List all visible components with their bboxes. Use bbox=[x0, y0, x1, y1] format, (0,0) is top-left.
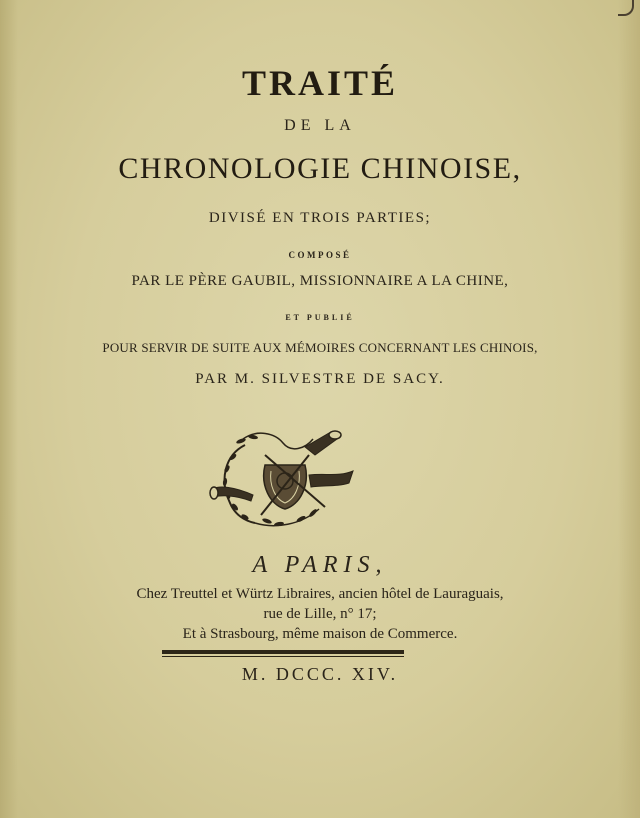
title-line-2: DE LA bbox=[284, 117, 356, 134]
imprint-address-line-2: rue de Lille, n° 17; bbox=[263, 606, 377, 622]
subtitle-line-4: ET PUBLIÉ bbox=[285, 313, 355, 322]
trophy-vignette-icon bbox=[205, 425, 365, 530]
title-line-1: TRAITÉ bbox=[241, 63, 399, 103]
imprint-address-line-3: Et à Strasbourg, même maison de Commerce. bbox=[182, 626, 458, 642]
title-line-3: CHRONOLOGIE CHINOISE, bbox=[118, 152, 522, 185]
imprint-place: A PARIS, bbox=[252, 552, 388, 578]
subtitle-line-5: POUR SERVIR DE SUITE AUX MÉMOIRES CONCERNANT LES CHINOIS, bbox=[102, 340, 538, 355]
imprint-address-line-1: Chez Treuttel et Würtz Libraires, ancien hôtel de Lauraguais, bbox=[136, 586, 504, 602]
double-rule-thin bbox=[162, 656, 404, 657]
subtitle-line-1: DIVISÉ EN TROIS PARTIES; bbox=[208, 210, 432, 226]
imprint-year: M. DCCC. XIV. bbox=[241, 664, 399, 684]
subtitle-line-6: PAR M. SILVESTRE DE SACY. bbox=[195, 371, 445, 387]
subtitle-line-2: COMPOSÉ bbox=[288, 250, 352, 260]
subtitle-line-3: PAR LE PÈRE GAUBIL, MISSIONNAIRE A LA CHINE, bbox=[131, 273, 509, 289]
double-rule-thick bbox=[162, 650, 404, 654]
